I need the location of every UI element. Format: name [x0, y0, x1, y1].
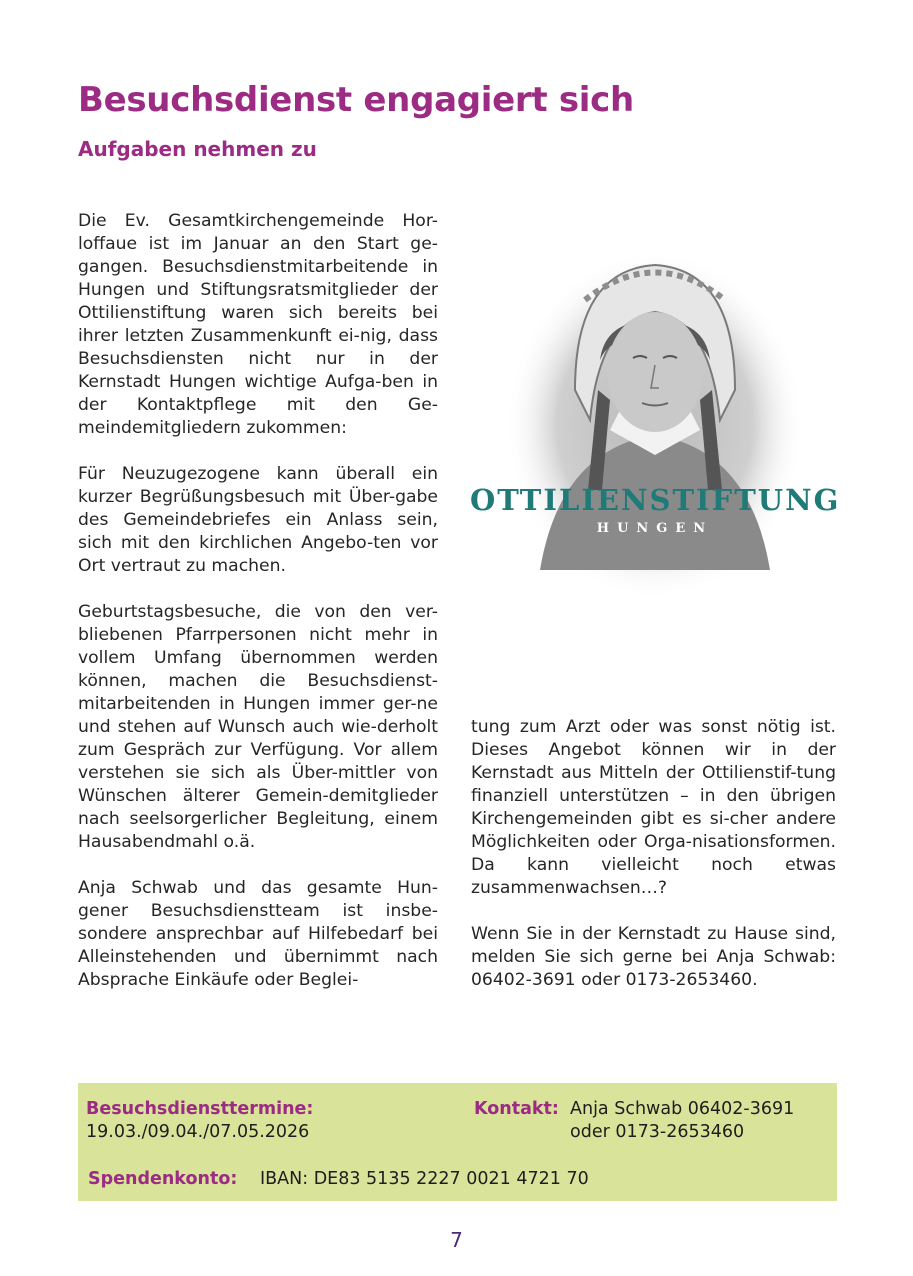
ottilienstiftung-logo — [470, 240, 840, 610]
page-subtitle: Aufgaben nehmen zu — [78, 137, 317, 161]
termine-label: Besuchsdiensttermine: — [86, 1099, 314, 1119]
article-left-column — [78, 210, 438, 1015]
article-paragraph: Wenn Sie in der Kernstadt zu Hause sind, melden Sie sich gerne bei Anja Schwab: 06402-3691 oder 0173-2653460. — [471, 924, 836, 990]
kontakt-label: Kontakt: — [474, 1099, 559, 1119]
logo-name: OTTILIENSTIFTUNG — [470, 483, 841, 517]
info-box — [78, 1083, 837, 1201]
spenden-iban: IBAN: DE83 5135 2227 0021 4721 70 — [260, 1169, 589, 1189]
page-title: Besuchsdienst engagiert sich — [78, 80, 634, 120]
article-right-column — [471, 716, 836, 1015]
termine-dates: 19.03./09.04./07.05.2026 — [86, 1122, 310, 1142]
spenden-label: Spendenkonto: — [88, 1169, 238, 1189]
article-paragraph: tung zum Arzt oder was sonst nötig ist. Dieses Angebot können wir in der Kernstadt aus Mitteln der Ottilienstif-tung finanziell unterstützen – in den übrigen Kirchengemeinden gibt es si-cher andere Möglichkeiten oder Orga-nisationsformen. Da kann vielleicht noch etwas zusammenwachsen…? — [471, 717, 836, 898]
article-paragraph: Anja Schwab und das gesamte Hun-gener Besuchsdienstteam ist insbe-sondere ansprechbar auf Hilfebedarf bei Alleinstehenden und übernimmt nach Absprache Einkäufe oder Beglei- — [78, 878, 438, 990]
article-paragraph: Die Ev. Gesamtkirchengemeinde Hor-loffaue ist im Januar an den Start ge-gangen. Besuchsdienstmitarbeitende in Hungen und Stiftungsratsmitglieder der Ottilienstiftung waren sich bereits bei ihrer letzten Zusammenkunft ei-nig, dass Besuchsdiensten nicht nur in der Kernstadt Hungen wichtige Aufga-ben in der Kontaktpflege mit den Ge-meindemitgliedern zukommen: — [78, 211, 438, 438]
page-number: 7 — [450, 1228, 463, 1252]
article-paragraph: Geburtstagsbesuche, die von den ver-bliebenen Pfarrpersonen nicht mehr in vollem Umfang übernommen werden können, machen die Besuchsdienst-mitarbeitenden in Hungen immer ger-ne und stehen auf Wunsch auch wie-derholt zum Gespräch zur Verfügung. Vor allem verstehen sie sich als Über-mittler von Wünschen älterer Gemein-demitglieder nach seelsorgerlicher Begleitung, einem Hausabendmahl o.ä. — [78, 602, 438, 852]
article-paragraph: Für Neuzugezogene kann überall ein kurzer Begrüßungsbesuch mit Über-gabe des Gemeindebriefes ein Anlass sein, sich mit den kirchlichen Angebo-ten vor Ort vertraut zu machen. — [78, 464, 438, 576]
logo-city: HUNGEN — [596, 521, 714, 536]
kontakt-line-2: oder 0173-2653460 — [570, 1122, 745, 1142]
portrait-illustration — [470, 240, 840, 610]
kontakt-line-1: Anja Schwab 06402-3691 — [570, 1099, 795, 1119]
